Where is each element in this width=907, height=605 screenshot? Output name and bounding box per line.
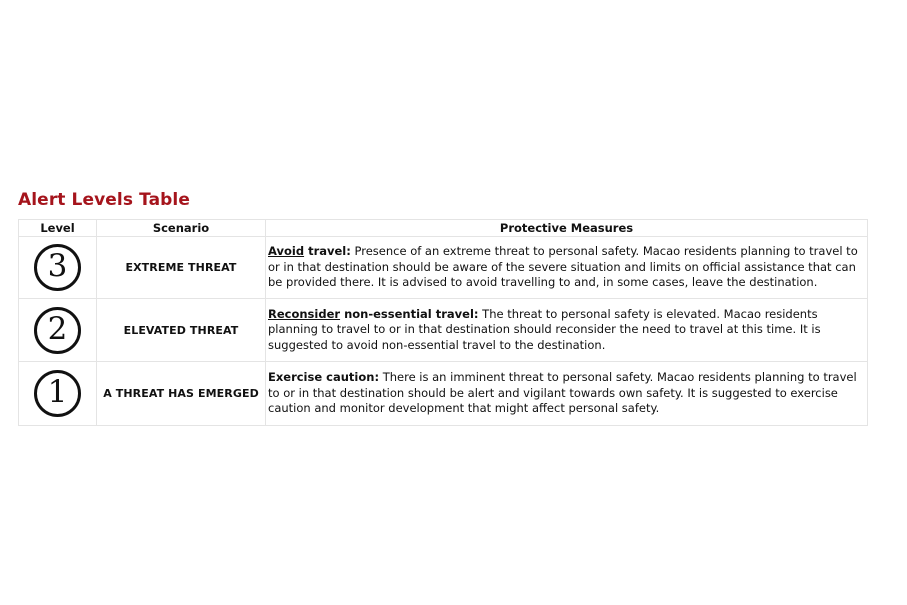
measures-text: The threat to personal safety is elevated. Macao residents planning to travel to or in that destination should reconsider the need to travel at this time. It is suggested to avoid non-essential travel to the destination. bbox=[268, 306, 821, 352]
level-cell bbox=[19, 299, 97, 362]
scenario-cell: EXTREME THREAT bbox=[97, 237, 266, 299]
action-keyword: Avoid bbox=[268, 244, 305, 259]
action-label: Exercise caution: bbox=[268, 370, 380, 385]
measures-cell bbox=[266, 362, 868, 426]
scenario-cell: A THREAT HAS EMERGED bbox=[97, 362, 266, 426]
measures-cell bbox=[266, 299, 868, 362]
level-2-circle-icon: 2 bbox=[34, 307, 81, 354]
action-label: travel: bbox=[304, 244, 351, 259]
level-cell bbox=[19, 362, 97, 426]
measures-cell bbox=[266, 237, 868, 299]
level-1-circle-icon: 1 bbox=[34, 370, 81, 417]
action-keyword: Reconsider bbox=[268, 306, 341, 321]
level-3-circle-icon: 3 bbox=[34, 244, 81, 291]
level-cell bbox=[19, 237, 97, 299]
measures-text: There is an imminent threat to personal safety. Macao residents planning to travel to or in that destination should be alert and vigilant towards own safety. It is suggested to exercise caution and monitor development that might affect personal safety. bbox=[268, 370, 857, 416]
table-row bbox=[19, 237, 868, 299]
header-level: Level bbox=[19, 220, 97, 237]
table-row bbox=[19, 362, 868, 426]
document bbox=[18, 189, 867, 426]
action-label: non-essential travel: bbox=[340, 306, 479, 321]
table-header-row bbox=[19, 220, 868, 237]
table-row bbox=[19, 299, 868, 362]
measures-text: Presence of an extreme threat to personal safety. Macao residents planning to travel to or in that destination should be aware of the severe situation and limits on official assistance that can be provided there. It is advised to avoid travelling to and, in some cases, leave the destination. bbox=[268, 244, 858, 290]
header-protective-measures: Protective Measures bbox=[266, 220, 868, 237]
page-title: Alert Levels Table bbox=[18, 190, 190, 210]
header-scenario: Scenario bbox=[97, 220, 266, 237]
scenario-cell: ELEVATED THREAT bbox=[97, 299, 266, 362]
alert-levels-table bbox=[18, 219, 868, 426]
